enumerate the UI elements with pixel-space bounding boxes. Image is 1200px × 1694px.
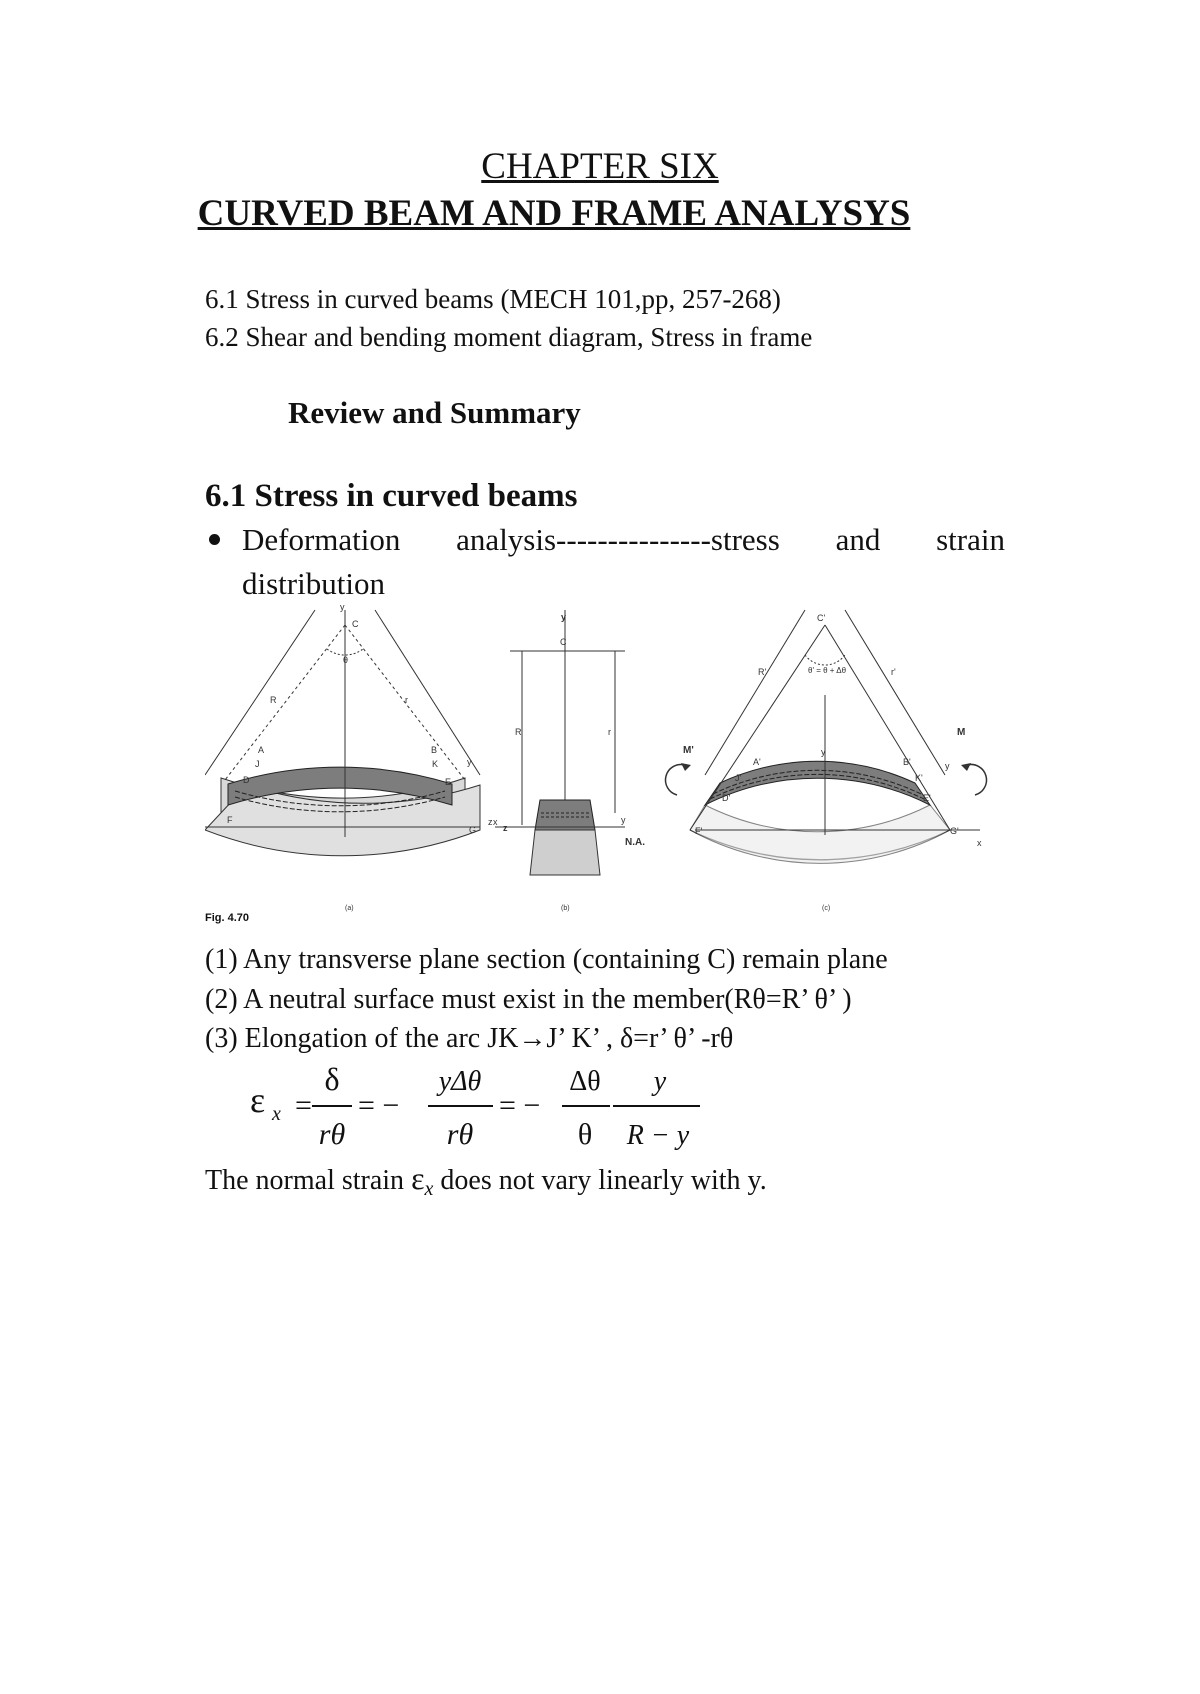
panel-label: (a)	[345, 905, 354, 912]
fig-label-text: C	[560, 637, 567, 647]
fig-label-text: θ' = θ + Δθ	[808, 666, 847, 675]
eq-lhs: ε	[250, 1080, 266, 1120]
curved-beam-figure	[205, 605, 1005, 925]
strain-subscript: x	[424, 1178, 434, 1200]
eq-numerator: δ	[324, 1061, 340, 1097]
fig-label-text: K	[432, 759, 439, 769]
fig-label-text: E'	[923, 793, 931, 803]
fig-label-text: R	[515, 727, 522, 737]
fig-label-text: F	[227, 815, 233, 825]
bullet-continuation: distribution	[242, 566, 385, 601]
list-item: (3) Elongation of the arc JK→J’ K’ , δ=r’ θ’ -rθ	[205, 1023, 734, 1054]
fig-label-text: B	[431, 745, 438, 755]
strain-equation	[250, 1060, 710, 1156]
fig-label-text: B'	[903, 757, 911, 767]
fig-label-text: A'	[753, 757, 761, 767]
fig-label-text: y	[945, 761, 950, 771]
conclusion-text	[205, 1160, 767, 1201]
fig-label-text: R	[270, 695, 277, 705]
fig-label-text: D	[243, 775, 250, 785]
figure-panel-a	[205, 605, 498, 912]
bullet-word: analysis---------------stress	[456, 522, 780, 557]
eq-denominator: θ	[577, 1118, 593, 1151]
fig-label-text: C'	[817, 613, 826, 623]
figure-caption: Fig. 4.70	[205, 912, 250, 924]
fig-label-text: J'	[735, 773, 742, 783]
fig-label-text: G	[469, 825, 477, 835]
toc-item-2: 6.2 Shear and bending moment diagram, Stress in frame	[205, 322, 813, 352]
bullet-text	[242, 522, 1005, 558]
eq-numerator: y	[653, 1066, 667, 1097]
panel-label: (c)	[822, 905, 831, 912]
fig-label-text: y	[561, 612, 567, 622]
fig-label-text: r	[405, 695, 408, 705]
chapter-label: CHAPTER SIX	[481, 146, 719, 187]
review-heading: Review and Summary	[288, 395, 581, 430]
eq-denominator: rθ	[318, 1118, 346, 1151]
fig-label-text: M	[957, 727, 966, 738]
fig-label-text: R'	[758, 667, 767, 677]
eq-sign: = −	[499, 1089, 541, 1122]
bullet-word: and	[835, 522, 881, 557]
panel-label: (b)	[561, 905, 570, 912]
conclusion-part: The normal strain	[205, 1165, 412, 1196]
fig-label-text: G'	[950, 826, 959, 836]
section-heading: 6.1 Stress in curved beams	[205, 478, 578, 514]
figure-panel-b	[495, 610, 645, 912]
eq-denominator: R − y	[626, 1120, 690, 1151]
fig-label-text: θ	[343, 655, 349, 665]
fig-label-text: z	[503, 823, 508, 833]
fig-label-text: y	[821, 747, 826, 757]
eq-sign: =	[295, 1089, 312, 1122]
chapter-title: CURVED BEAM AND FRAME ANALYSYS	[197, 193, 911, 234]
fig-label-text: N.A.	[625, 837, 645, 848]
conclusion-part: does not vary linearly with y.	[433, 1165, 767, 1196]
eq-lhs-sub: x	[272, 1103, 281, 1125]
bullet-word: Deformation	[242, 522, 401, 557]
fig-label-text: C	[352, 619, 359, 629]
fig-label-text: r	[608, 727, 611, 737]
fig-label-text: J	[255, 759, 260, 769]
bullet-word: strain	[936, 522, 1005, 557]
fig-label-text: x	[977, 838, 982, 848]
eq-numerator: yΔθ	[438, 1066, 482, 1097]
fig-label-text: A	[258, 745, 265, 755]
list-item: (1) Any transverse plane section (containing C) remain plane	[205, 944, 888, 975]
bullet-dot	[209, 534, 220, 545]
fig-label-text: E	[445, 777, 452, 787]
eq-numerator: Δθ	[569, 1066, 601, 1097]
fig-label-text: r'	[891, 667, 896, 677]
fig-label-text: F'	[695, 826, 703, 836]
eq-denominator: rθ	[446, 1118, 474, 1151]
toc-item-1: 6.1 Stress in curved beams (MECH 101,pp, 257-268)	[205, 284, 781, 314]
eq-sign: = −	[358, 1089, 400, 1122]
strain-symbol: ε	[411, 1160, 425, 1196]
fig-label-text: K'	[915, 773, 923, 783]
figure-panel-c	[665, 610, 986, 912]
fig-label-text: x	[493, 817, 498, 827]
fig-label-text: y	[621, 815, 626, 825]
fig-label-text: M'	[683, 745, 694, 756]
fig-label-text: y	[340, 605, 345, 612]
list-item: (2) A neutral surface must exist in the member(Rθ=R’ θ’ )	[205, 984, 852, 1015]
fig-label-text: z	[488, 817, 493, 827]
fig-label-text: D'	[722, 793, 731, 803]
fig-label-text: y	[467, 757, 472, 767]
